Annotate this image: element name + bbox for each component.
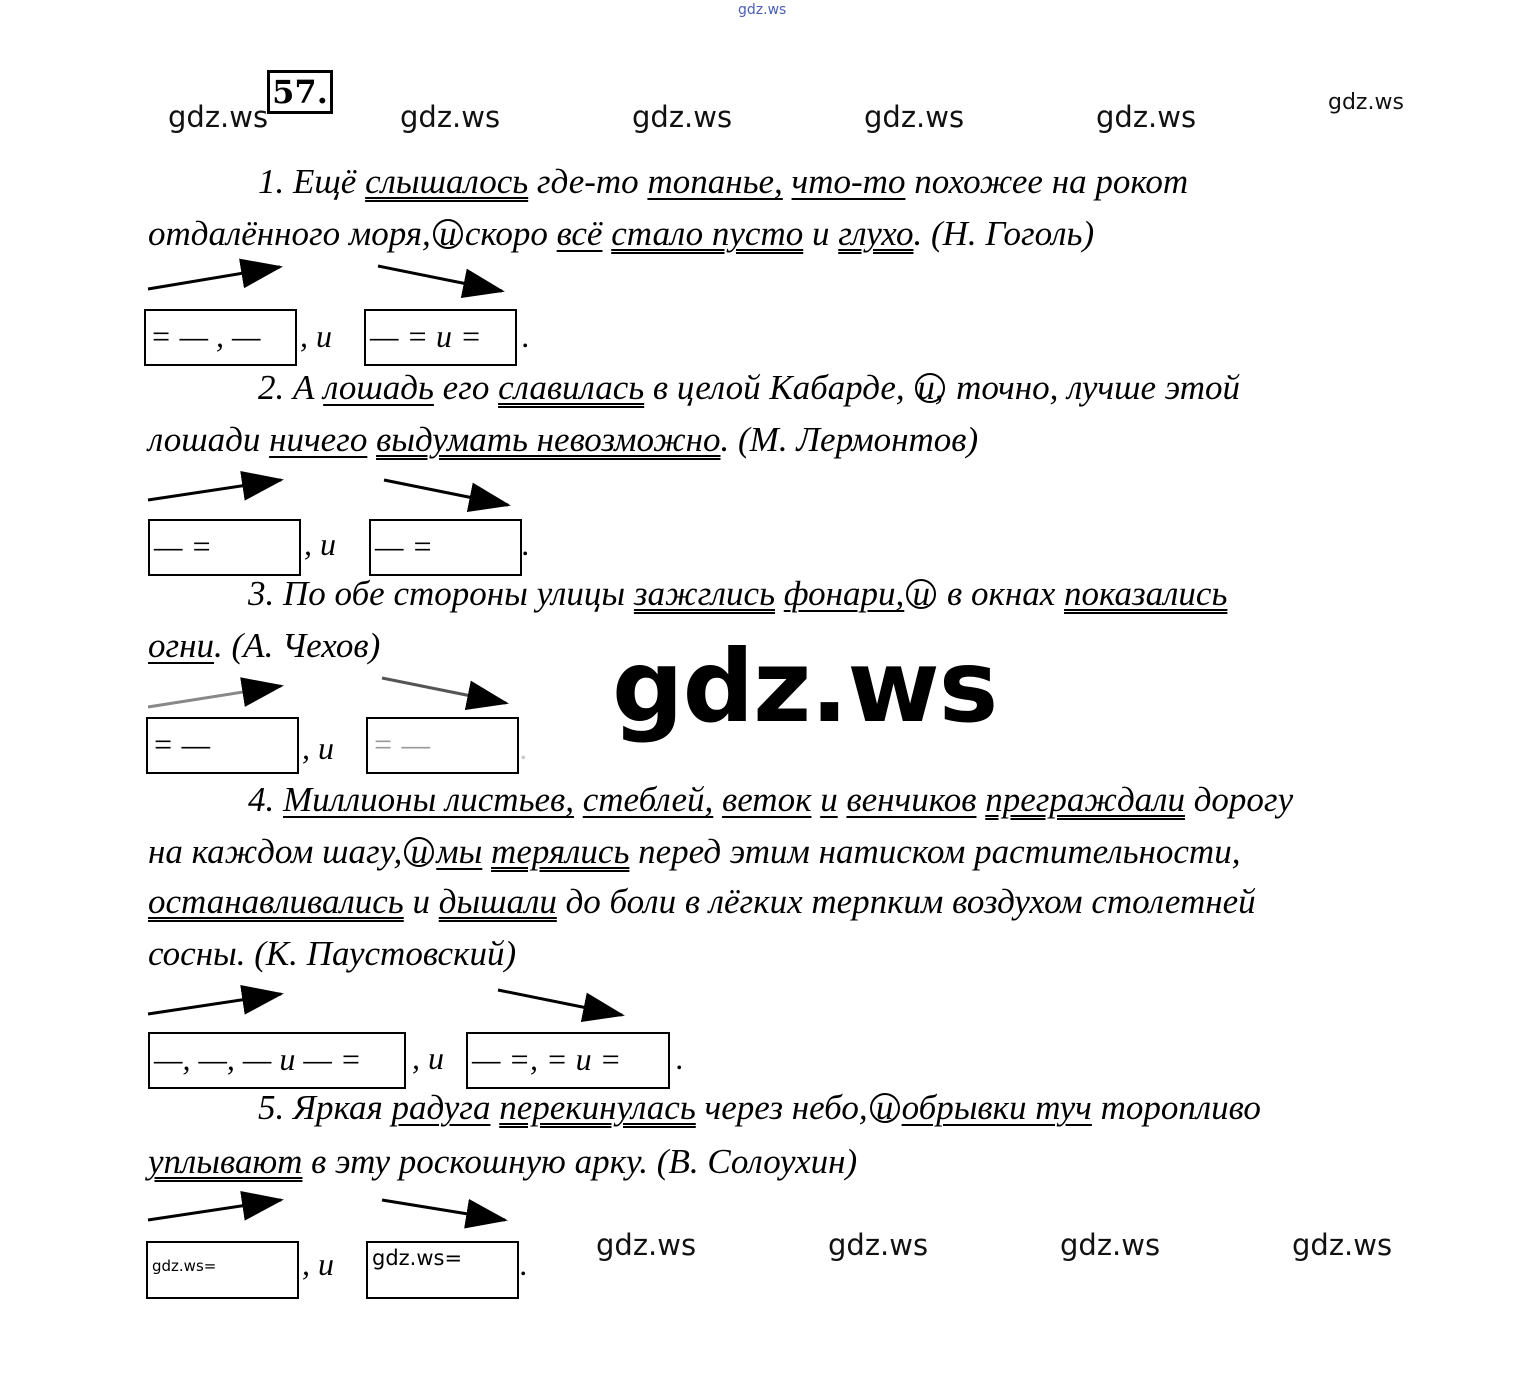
scheme-box: — =, = и = <box>466 1032 670 1089</box>
arrow <box>378 266 502 291</box>
sentence-2-line-2: лошади ничего выдумать невозможно. (М. Лермонтов) <box>148 420 979 459</box>
scheme-box: = — , — <box>144 309 297 366</box>
sentence-2-line-1: 2. А лошадь его славилась в целой Кабарде, и, точно, лучше этой <box>258 368 1241 407</box>
conjunction-circle: и <box>870 1093 900 1123</box>
watermark: gdz.ws <box>632 100 733 134</box>
sentence-4-line-3: останавливались и дышали до боли в лёгких терпким воздухом столетней <box>148 882 1256 921</box>
watermark: gdz.ws <box>400 100 501 134</box>
arrow <box>384 480 508 505</box>
arrow <box>382 678 506 703</box>
sentence-1-line-2: отдалённого моря, и скоро всё стало пусто и глухо. (Н. Гоголь) <box>148 214 1095 253</box>
scheme-end: . <box>522 318 530 354</box>
scheme-end: . <box>520 1246 528 1282</box>
arrow <box>148 267 280 289</box>
watermark: gdz.ws <box>1096 100 1197 134</box>
scheme-box: — = <box>148 519 301 576</box>
watermark: gdz.ws <box>1328 90 1404 115</box>
scheme-end: . <box>676 1040 684 1076</box>
watermark-large: gdz.ws <box>612 628 998 745</box>
scheme-connector: , и <box>412 1040 444 1076</box>
watermark-top: gdz.ws <box>738 2 787 18</box>
sentence-4-line-1: 4. Миллионы листьев, стеблей, веток и венчиков преграждали дорогу <box>248 780 1294 819</box>
sentence-5-line-2: уплывают в эту роскошную арку. (В. Солоухин) <box>148 1142 858 1181</box>
watermark: gdz.ws <box>168 100 269 134</box>
scheme-box: = — <box>366 717 519 774</box>
arrow <box>148 994 281 1014</box>
sentence-4-line-4: сосны. (К. Паустовский) <box>148 934 517 973</box>
watermark: gdz.ws <box>1060 1228 1161 1262</box>
arrow <box>148 1200 281 1220</box>
watermark: gdz.ws <box>1292 1228 1393 1262</box>
exercise-number: 57. <box>267 70 333 114</box>
arrow <box>382 1200 505 1220</box>
scheme-box: gdz.ws= <box>366 1241 519 1299</box>
watermark: gdz.ws <box>864 100 965 134</box>
sentence-4-line-2: на каждом шагу, и мы терялись перед этим натиском растительности, <box>148 832 1241 871</box>
arrow <box>148 480 281 500</box>
watermark: gdz.ws <box>828 1228 929 1262</box>
scheme-box: — = и = <box>364 309 517 366</box>
sentence-3-line-2: огни. (А. Чехов) <box>148 626 381 665</box>
arrow <box>148 686 281 707</box>
conjunction-circle: и <box>404 837 434 867</box>
scheme-end: . <box>520 730 528 766</box>
sentence-3-line-1: 3. По обе стороны улицы зажглись фонари, и в окнах показались <box>248 574 1228 613</box>
scheme-box: — = <box>369 519 522 576</box>
conjunction-circle: и <box>433 219 463 249</box>
scheme-box: gdz.ws= <box>146 1241 299 1299</box>
scheme-end: . <box>522 526 530 562</box>
scheme-connector: , и <box>302 730 334 766</box>
scheme-connector: , и <box>302 1246 334 1282</box>
sentence-5-line-1: 5. Яркая радуга перекинулась через небо, и обрывки туч торопливо <box>258 1088 1261 1127</box>
arrow <box>498 990 622 1015</box>
sentence-1-line-1: 1. Ещё слышалось где-то топанье, что-то похожее на рокот <box>258 162 1189 201</box>
scheme-connector: , и <box>304 526 336 562</box>
scheme-box: = — <box>146 717 299 774</box>
scheme-connector: , и <box>300 318 332 354</box>
watermark: gdz.ws <box>596 1228 697 1262</box>
conjunction-circle: и, <box>917 368 944 407</box>
scheme-box: —, —, — и — = <box>148 1032 406 1089</box>
conjunction-circle: и <box>906 579 936 609</box>
